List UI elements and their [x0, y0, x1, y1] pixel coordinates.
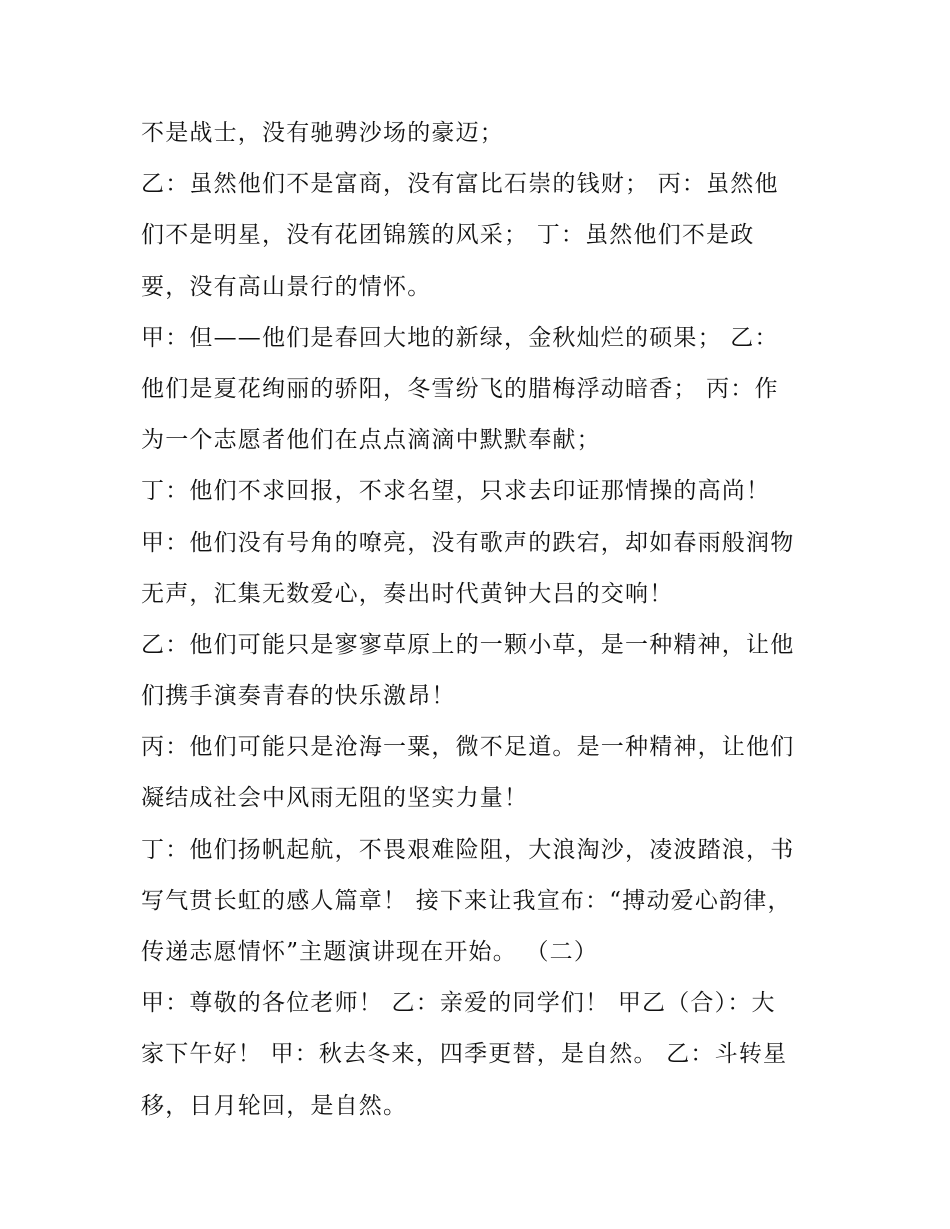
text-line: 要，没有高山景行的情怀。: [141, 273, 432, 300]
text-line: 乙：虽然他们不是富商，没有富比石崇的钱财； 丙：虽然他: [141, 171, 779, 198]
text-line: 无声，汇集无数爱心，奏出时代黄钟大吕的交响！: [141, 580, 674, 607]
text-line: 甲：他们没有号角的嘹亮，没有歌声的跌宕，却如春雨般润物: [141, 529, 795, 556]
text-line: 凝结成社会中风雨无阻的坚实力量！: [141, 785, 529, 812]
text-line: 丁：他们扬帆起航，不畏艰难险阻，大浪淘沙，凌波踏浪，书: [141, 836, 795, 863]
text-line: 们携手演奏青春的快乐激昂！: [141, 683, 456, 710]
text-line: 家下午好！ 甲：秋去冬来，四季更替，是自然。 乙：斗转星: [141, 1041, 788, 1068]
text-line: 甲：尊敬的各位老师！ 乙：亲爱的同学们！ 甲乙（合）：大: [141, 990, 776, 1017]
text-line: 丁：他们不求回报，不求名望，只求去印证那情操的高尚！: [141, 478, 771, 505]
text-line: 移，日月轮回，是自然。: [141, 1092, 408, 1119]
document-body: [141, 108, 821, 1132]
text-line: 丙：他们可能只是沧海一粟，微不足道。是一种精神，让他们: [141, 734, 795, 761]
text-line: 为一个志愿者他们在点点滴滴中默默奉献；: [141, 427, 601, 454]
text-line: 他们是夏花绚丽的骄阳，冬雪纷飞的腊梅浮动暗香； 丙：作: [141, 375, 779, 402]
text-line: 写气贯长虹的感人篇章！ 接下来让我宣布：“搏动爱心韵律，: [141, 887, 792, 914]
text-line: 甲：但——他们是春回大地的新绿，金秋灿烂的硕果； 乙：: [141, 324, 779, 351]
text-line: 传递志愿情怀”主题演讲现在开始。 （二）: [141, 939, 599, 965]
text-line: 乙：他们可能只是寥寥草原上的一颗小草，是一种精神，让他: [141, 631, 795, 658]
text-line: 们不是明星，没有花团锦簇的风采； 丁：虽然他们不是政: [141, 222, 755, 249]
text-line: 不是战士，没有驰骋沙场的豪迈；: [141, 120, 504, 146]
